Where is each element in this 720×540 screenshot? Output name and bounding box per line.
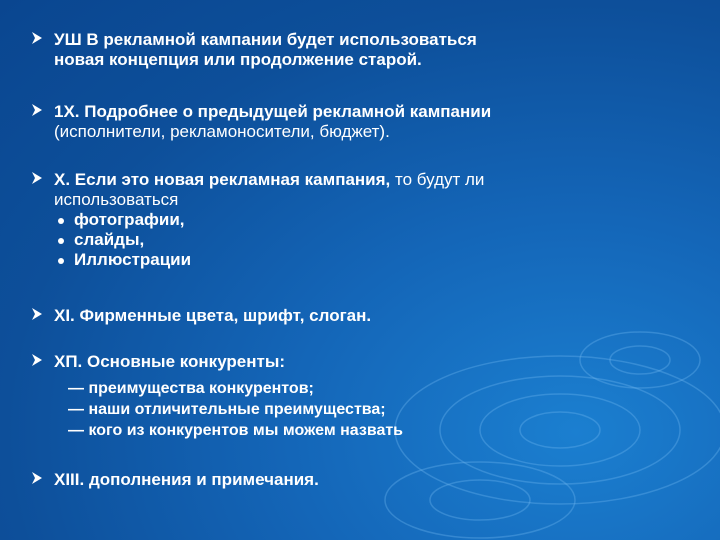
dash-list-item: — кого из конкурентов мы можем назвать xyxy=(68,422,404,439)
arrowhead-bullet-icon xyxy=(30,171,44,185)
arrowhead-bullet-icon xyxy=(30,103,44,117)
dot-bullet-icon xyxy=(58,258,64,264)
arrowhead-bullet-icon xyxy=(30,353,44,367)
dash-list-item: — преимущества конкурентов; xyxy=(68,380,314,397)
arrowhead-bullet-icon xyxy=(30,307,44,321)
dot-bullet-icon xyxy=(58,238,64,244)
arrowhead-bullet-icon xyxy=(30,471,44,485)
sub-list-item: слайды, xyxy=(54,230,674,250)
sub-list-item: фотографии, xyxy=(54,210,674,230)
slide-content: УШ В рекламной кампании будет использоваться новая концепция или продолжение старой. 1Х. Подробнее о предыдущей рекламной кампании (исполнители, рекламоносители, бюджет). Х. Если это новая рекламная кампания, то будут ли использоваться фотографии, слайды, Иллюстрации XI. Фирменные цвета, шрифт, слоган. ХП. Основные конкуренты: — преимущества конкурентов; — наши отличительные преимущества; — кого из конкурентов мы можем назвать XIII. дополнения и примечания. xyxy=(0,0,720,540)
arrowhead-bullet-icon xyxy=(30,31,44,45)
dash-list-item: — наши отличительные преимущества; xyxy=(68,401,386,418)
sub-list-item: Иллюстрации xyxy=(54,250,674,270)
dot-bullet-icon xyxy=(58,218,64,224)
